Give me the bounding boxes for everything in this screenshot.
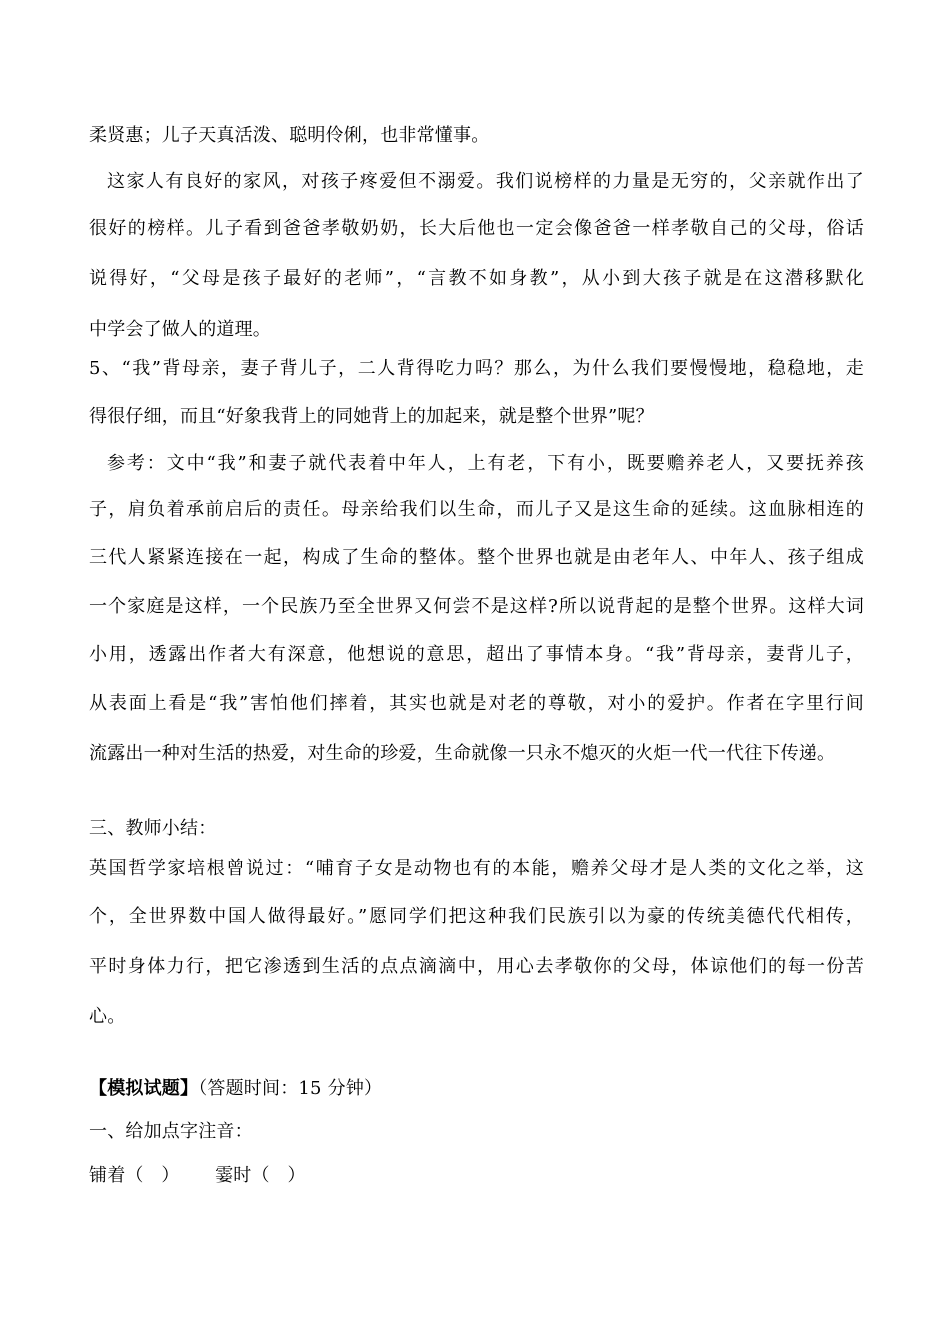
summary-line: 心。 [89,1006,126,1027]
pinyin-items: 铺着（ ） 霎时（ ） [89,1165,306,1186]
summary-line: 英国哲学家培根曾说过：“哺育子女是动物也有的本能，赡养父母才是人类的文化之举，这 [89,858,864,879]
paragraph-line: 说得好，“父母是孩子最好的老师”，“言教不如身教”，从小到大孩子就是在这潜移默化 [89,268,864,289]
question-line: 得很仔细，而且“好象我背上的同她背上的加起来，就是整个世界”呢？ [89,406,654,427]
section-heading: 三、教师小结： [89,818,217,839]
paragraph-line: 中学会了做人的道理。 [89,319,271,340]
paragraph-line: 柔贤惠；儿子天真活泼、聪明伶俐，也非常懂事。 [89,125,490,146]
answer-line: 从表面上看是“我”害怕他们摔着，其实也就是对老的尊敬，对小的爱护。作者在字里行间 [89,693,864,714]
paragraph-line: 很好的榜样。儿子看到爸爸孝敬奶奶，长大后他也一定会像爸爸一样孝敬自己的父母，俗话 [89,218,864,239]
answer-line: 参考：文中“我”和妻子就代表着中年人，上有老，下有小，既要赡养老人，又要抚养孩 [107,453,864,474]
answer-line: 一个家庭是这样，一个民族乃至全世界又何尝不是这样?所以说背起的是整个世界。这样大词 [89,596,864,617]
answer-line: 小用，透露出作者大有深意，他想说的意思，超出了事情本身。“我”背母亲，妻背儿子， [89,644,864,665]
answer-line: 流露出一种对生活的热爱，对生命的珍爱，生命就像一只永不熄灭的火炬一代一代往下传递。 [89,743,836,764]
mock-test-time: （答题时间：15 分钟） [198,1078,383,1099]
mock-test-title: 【模拟试题】 [89,1078,199,1099]
answer-line: 子，肩负着承前启后的责任。母亲给我们以生命，而儿子又是这生命的延续。这血脉相连的 [89,499,864,520]
mock-test-heading [89,1077,864,1101]
answer-line: 三代人紧紧连接在一起，构成了生命的整体。整个世界也就是由老年人、中年人、孩子组成 [89,547,864,568]
summary-line: 平时身体力行，把它渗透到生活的点点滴滴中，用心去孝敬你的父母，体谅他们的每一份苦 [89,956,864,977]
question-section-heading: 一、给加点字注音： [89,1121,253,1142]
summary-line: 个，全世界数中国人做得最好。”愿同学们把这种我们民族引以为豪的传统美德代代相传， [89,906,864,927]
paragraph-line: 这家人有良好的家风，对孩子疼爱但不溺爱。我们说榜样的力量是无穷的，父亲就作出了 [107,171,864,192]
question-line: 5、“我”背母亲，妻子背儿子，二人背得吃力吗？那么，为什么我们要慢慢地，稳稳地，走 [89,358,864,379]
